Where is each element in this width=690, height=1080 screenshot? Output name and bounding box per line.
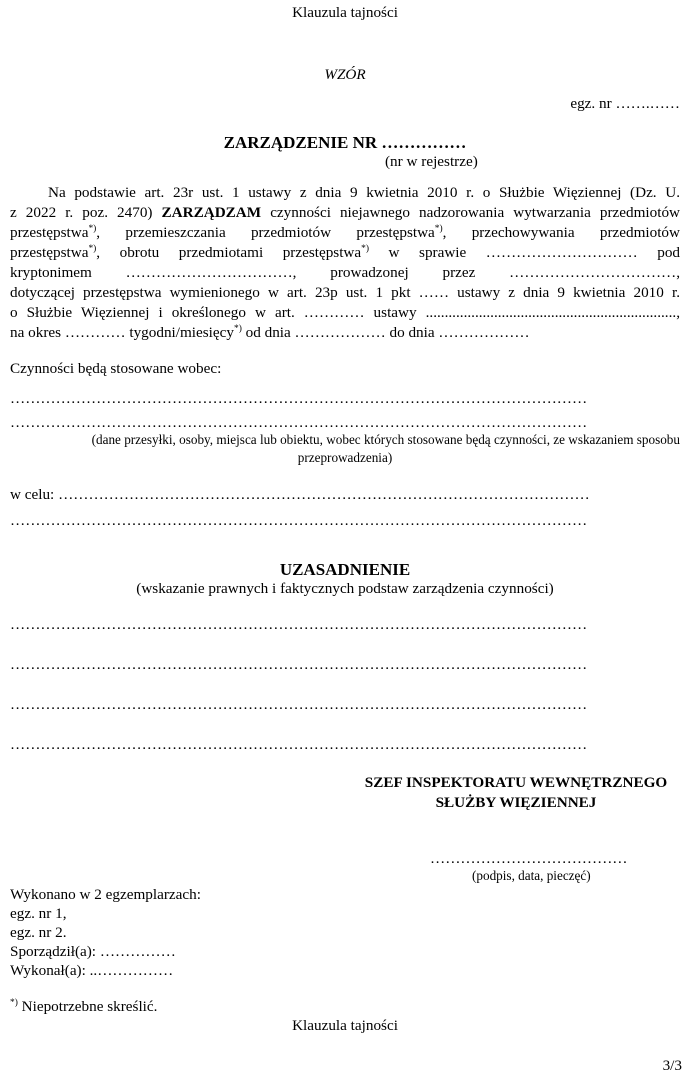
order-title: ZARZĄDZENIE NR …………… xyxy=(223,133,467,152)
subjects-note-line-2: przeprowadzenia) xyxy=(297,450,393,465)
footnote-mark: *) xyxy=(10,997,18,1008)
subjects-fill-line-2[interactable]: …………………………………………………………………………………………………… xyxy=(10,414,588,431)
body-line-3: przestępstwa*), przemieszczania przedmiotów przestępstwa*), przechowywania przedmiotów xyxy=(10,223,680,241)
footnote-ref: *) xyxy=(88,223,97,234)
signature-fill-line[interactable]: ………………………………… xyxy=(430,850,628,867)
body-line-7: o Służbie Więziennej i określonego w art. ………… ustawy .................................................................., xyxy=(10,304,680,321)
body-line-1: Na podstawie art. 23r ust. 1 ustawy z dnia 9 kwietnia 2010 r. o Służbie Więziennej (Dz. U. xyxy=(48,184,680,201)
body-line-2: z 2022 r. poz. 2470) ZARZĄDZAM czynności niejawnego nadzorowania wytwarzania przedmiotów xyxy=(10,204,681,221)
subjects-note-line-1: (dane przesyłki, osoby, miejsca lub obiektu, wobec których stosowane będą czynności, ze wskazaniem sposobu xyxy=(91,432,680,447)
executed-by-field[interactable]: Wykonał(a): ..…………… xyxy=(10,962,174,979)
justification-fill-line-2[interactable]: …………………………………………………………………………………………………… xyxy=(10,656,588,673)
signatory-title-line-2: SŁUŻBY WIĘZIENNEJ xyxy=(435,794,597,811)
justification-note: (wskazanie prawnych i faktycznych podstaw zarządzenia czynności) xyxy=(136,580,554,597)
subjects-fill-line-1[interactable]: …………………………………………………………………………………………………… xyxy=(10,390,588,407)
body-line-4: przestępstwa*), obrotu przedmiotami przestępstwa*) w sprawie ………………………… pod xyxy=(10,243,681,261)
order-subtitle: (nr w rejestrze) xyxy=(385,153,478,170)
justification-fill-line-3[interactable]: …………………………………………………………………………………………………… xyxy=(10,696,588,713)
classification-header: Klauzula tajności xyxy=(292,4,398,21)
signatory-title-line-1: SZEF INSPEKTORATU WEWNĘTRZNEGO xyxy=(364,774,668,791)
signature-caption: (podpis, data, pieczęć) xyxy=(472,868,591,883)
justification-heading: UZASADNIENIE xyxy=(279,560,411,579)
copy-number: egz. nr …….…… xyxy=(570,95,680,112)
footnote-ref: *) xyxy=(434,223,443,234)
template-label: WZÓR xyxy=(324,66,366,83)
footnote-ref: *) xyxy=(233,323,242,334)
justification-fill-line-4[interactable]: …………………………………………………………………………………………………… xyxy=(10,736,588,753)
footnote-ref: *) xyxy=(88,243,97,254)
copy-2-label: egz. nr 2. xyxy=(10,924,67,941)
classification-footer: Klauzula tajności xyxy=(292,1017,398,1034)
purpose-fill-line-2[interactable]: …………………………………………………………………………………………………… xyxy=(10,512,588,529)
purpose-line[interactable]: w celu: …………………………………………………………………………………………… xyxy=(10,486,590,503)
decree-keyword: ZARZĄDZAM xyxy=(161,204,262,221)
footnote-ref: *) xyxy=(361,243,369,254)
body-line-5: kryptonimem ……………………………, prowadzonej przez ……………………………, xyxy=(10,264,680,281)
copy-1-label: egz. nr 1, xyxy=(10,905,67,922)
page-number: 3/3 xyxy=(662,1057,682,1074)
footnote: *) Niepotrzebne skreślić. xyxy=(10,997,158,1015)
subjects-label: Czynności będą stosowane wobec: xyxy=(10,360,222,377)
body-line-6: dotyczącej przestępstwa wymienionego w art. 23p ust. 1 pkt …… ustawy z dnia 9 kwietnia 2010 r. xyxy=(10,284,680,301)
copies-made-label: Wykonano w 2 egzemplarzach: xyxy=(10,886,201,903)
body-line-8: na okres ………… tygodni/miesięcy*) od dnia ……………… do dnia ……………… xyxy=(10,323,530,341)
justification-fill-line-1[interactable]: …………………………………………………………………………………………………… xyxy=(10,616,588,633)
prepared-by-field[interactable]: Sporządził(a): …………… xyxy=(10,943,176,960)
